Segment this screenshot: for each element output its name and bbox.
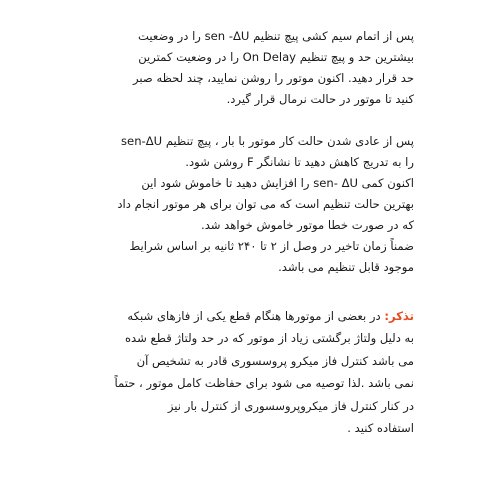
note-first-line — [66, 305, 414, 327]
text-line: ضمناً زمان تاخیر در وصل از ۲ تا ۲۴۰ ثانیه بر اساس شرایط — [129, 239, 414, 254]
text-line: پس از اتمام سیم کشی پیچ تنظیم sen -ΔU را در وضعیت — [138, 29, 414, 43]
text-line: اکنون کمی sen- ΔU را افزایش دهید تا خاموش شود این — [141, 176, 414, 190]
text-line: را به تدریج کاهش دهید تا نشانگر F روشن شود. — [185, 155, 414, 170]
note-label: تذکر: — [384, 309, 414, 323]
text-line: حد قرار دهید. اکنون موتور را روشن نمایید، چند لحظه صبر — [133, 71, 414, 86]
text-line: نمی باشد .لذا توصیه می شود برای حفاظت کامل موتور ، حتماً — [114, 376, 414, 391]
paragraph-adjust-up — [66, 173, 414, 278]
text-line: استفاده کنید . — [347, 421, 414, 436]
note-paragraph — [66, 305, 414, 439]
text-line: که در صورت خطا موتور خاموش خواهد شد. — [201, 218, 414, 233]
note-first-line-text: در بعضی از موتورها هنگام قطع یکی از فازهای شبکه — [127, 309, 385, 323]
text-line: کنید تا موتور در حالت نرمال قرار گیرد. — [226, 92, 414, 107]
paragraph-calibration-start — [66, 26, 414, 110]
text-line: بهترین حالت تنظیم است که می توان برای هر موتور انجام داد — [117, 197, 414, 212]
text-line: به دلیل ولتاژ برگشتی زیاد از موتور که در حد ولتاژ قطع شده — [124, 331, 414, 346]
text-line: موجود قابل تنظیم می باشد. — [278, 260, 414, 275]
paragraph-adjust-down — [66, 131, 414, 173]
text-line: در کنار کنترل فاز میکروپروسسوری از کنترل بار نیز — [167, 398, 414, 413]
text-line: پس از عادی شدن حالت کار موتور با بار ، پیچ تنظیم sen-ΔU — [121, 134, 414, 148]
text-line: می باشد کنترل فاز میکرو پروسسوری قادر به تشخیص آن — [136, 353, 414, 368]
text-line: بیشترین حد و پیچ تنظیم On Delay را در وضعیت کمترین — [138, 50, 414, 65]
